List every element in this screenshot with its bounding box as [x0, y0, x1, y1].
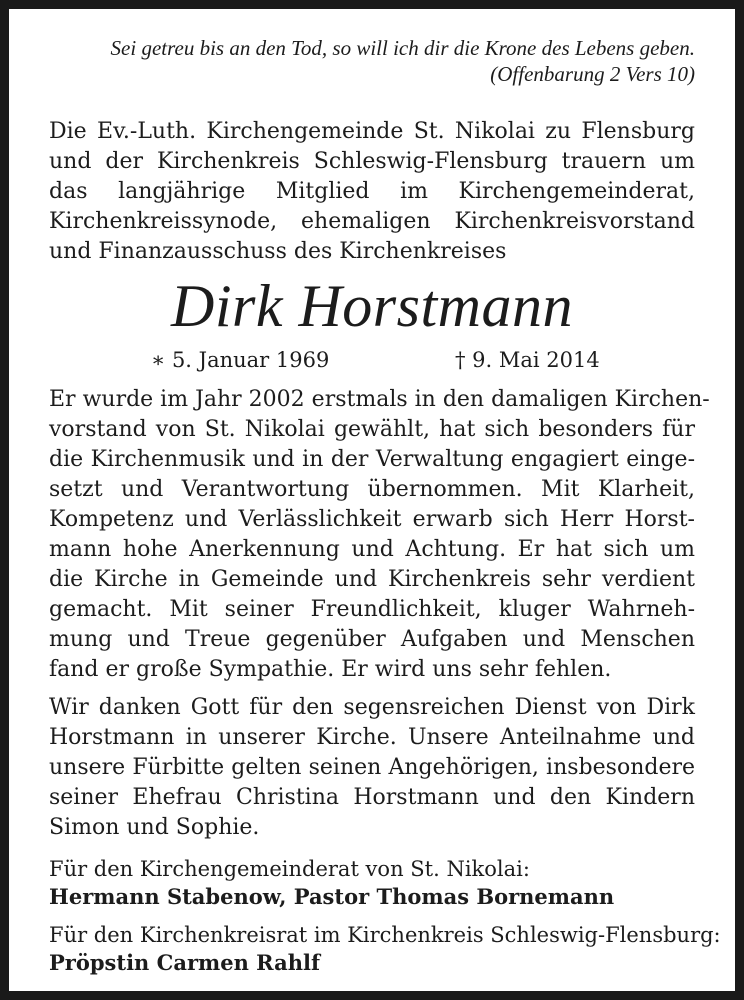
paragraph-line: setzt und Verantwortung übernommen. Mit Klarheit, — [49, 477, 695, 502]
deceased-name: Dirk Horstmann — [170, 273, 573, 339]
tribute-paragraph — [49, 385, 710, 685]
paragraph-line: unsere Fürbitte gelten seinen Angehörigen, insbesondere — [49, 755, 695, 780]
paragraph-line: seiner Ehefrau Christina Horstmann und den Kindern — [49, 785, 695, 810]
paragraph-line: mann hohe Anerkennung und Achtung. Er hat sich um — [49, 537, 695, 562]
signature-label: Für den Kirchenkreisrat im Kirchenkreis Schleswig-Flensburg: — [49, 923, 721, 947]
intro-line: Kirchenkreissynode, ehemaligen Kirchenkreisvorstand — [49, 209, 695, 234]
paragraph-line: fand er große Sympathie. Er wird uns sehr fehlen. — [49, 657, 612, 682]
paragraph-line: vorstand von St. Nikolai gewählt, hat sich besonders für — [49, 417, 695, 442]
gratitude-paragraph — [49, 693, 695, 843]
signature-names: Hermann Stabenow, Pastor Thomas Bornemann — [49, 884, 615, 909]
bible-verse — [49, 35, 695, 87]
birth-date: ∗ 5. Januar 1969 — [151, 348, 330, 372]
bible-verse-text: Sei getreu bis an den Tod, so will ich dir die Krone des Lebens geben. — [110, 36, 695, 60]
intro-line: das langjährige Mitglied im Kirchengemeinderat, — [49, 179, 695, 204]
intro-line: Die Ev.-Luth. Kirchengemeinde St. Nikolai zu Flensburg — [49, 119, 695, 144]
intro-text — [49, 117, 695, 267]
paragraph-line: Kompetenz und Verlässlichkeit erwarb sich Herr Horst- — [49, 507, 695, 532]
paragraph-line: Er wurde im Jahr 2002 erstmals in den damaligen Kirchen- — [49, 387, 710, 412]
signature-names: Pröpstin Carmen Rahlf — [49, 950, 320, 975]
paragraph-line: Horstmann in unserer Kirche. Unsere Anteilnahme und — [49, 725, 695, 750]
bible-verse-reference: (Offenbarung 2 Vers 10) — [490, 62, 695, 86]
signature-label: Für den Kirchengemeinderat von St. Nikolai: — [49, 857, 530, 881]
paragraph-line: Simon und Sophie. — [49, 815, 260, 840]
signature-block-parish — [49, 855, 695, 911]
intro-line: und Finanzausschuss des Kirchenkreises — [49, 239, 507, 264]
paragraph-line: mung und Treue gegenüber Aufgaben und Menschen — [49, 627, 695, 652]
intro-line: und der Kirchenkreis Schleswig-Flensburg trauern um — [49, 149, 695, 174]
death-date: † 9. Mai 2014 — [455, 348, 600, 372]
paragraph-line: die Kirche in Gemeinde und Kirchenkreis sehr verdient — [49, 567, 695, 592]
paragraph-line: gemacht. Mit seiner Freundlichkeit, kluger Wahrneh- — [49, 597, 695, 622]
paragraph-line: Wir danken Gott für den segensreichen Dienst von Dirk — [49, 695, 695, 720]
signature-block-district — [49, 921, 721, 977]
paragraph-line: die Kirchenmusik und in der Verwaltung engagiert einge- — [49, 447, 695, 472]
